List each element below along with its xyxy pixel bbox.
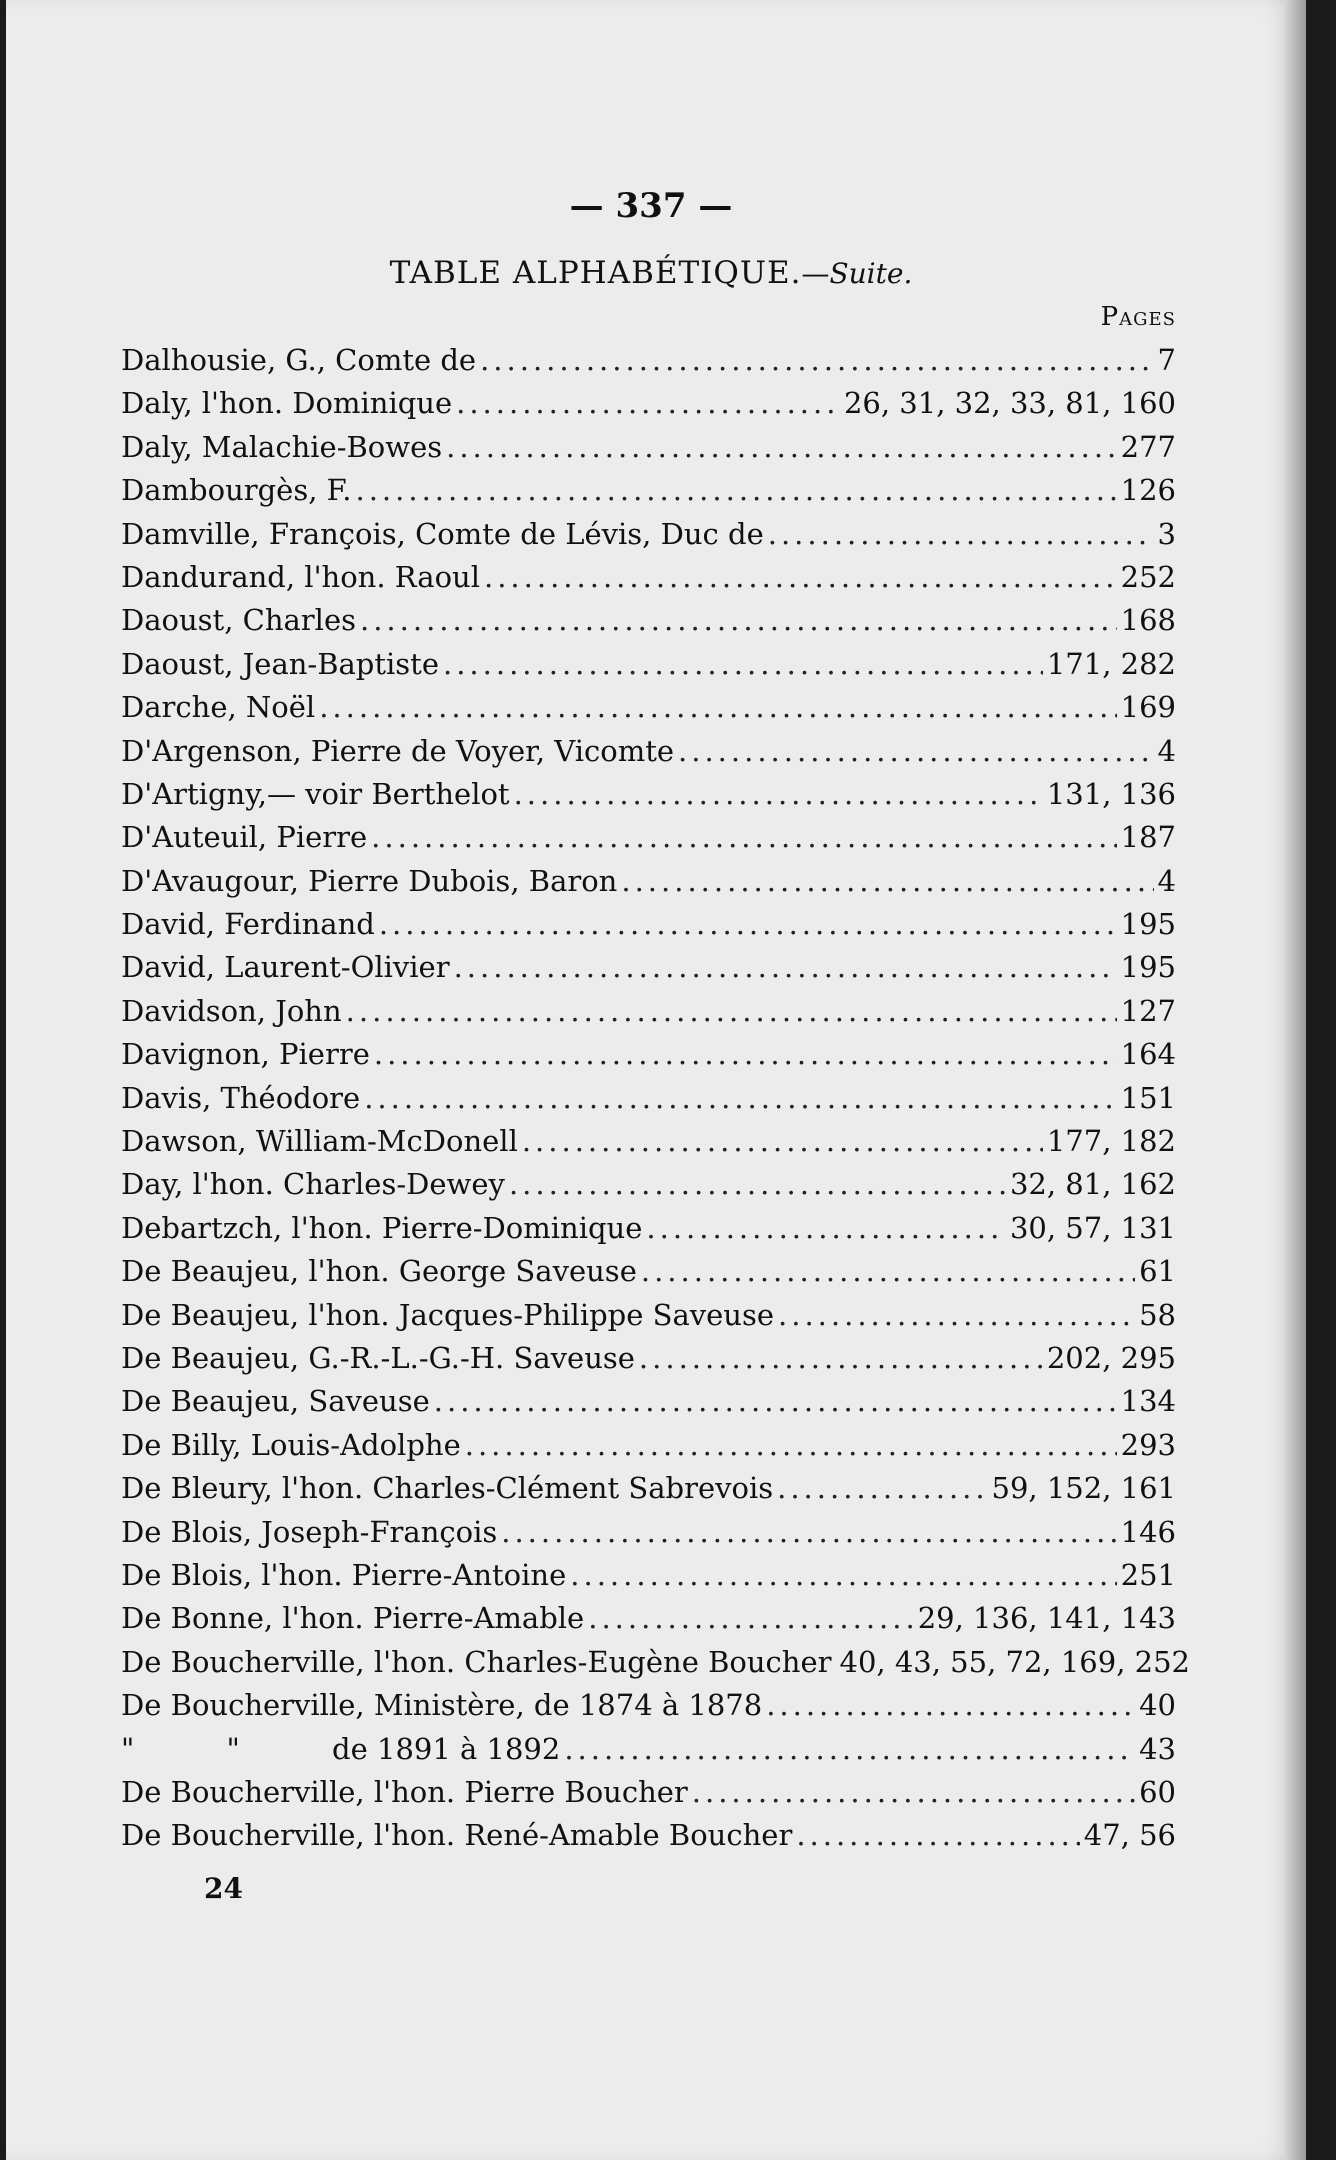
index-entry	[121, 1211, 1176, 1254]
leader-dots	[509, 1167, 1006, 1201]
index-entry	[121, 950, 1176, 993]
page-number: — 337 —	[569, 186, 733, 226]
entry-name: Dawson, William-McDonell	[121, 1124, 518, 1159]
leader-dots	[371, 820, 1116, 854]
signature-mark: 24	[204, 1872, 243, 1905]
entry-name: De Boucherville, l'hon. Charles-Eugène Boucher	[121, 1644, 832, 1679]
leader-dots	[360, 603, 1117, 637]
leader-dots	[646, 1211, 1006, 1245]
entry-name: De Boucherville, l'hon. René-Amable Boucher	[121, 1818, 793, 1853]
entry-name: De Bonne, l'hon. Pierre-Amable	[121, 1601, 585, 1636]
index-entry	[121, 1732, 1176, 1775]
leader-dots	[355, 473, 1116, 507]
index-entry	[121, 560, 1176, 603]
entry-name: De Boucherville, l'hon. Pierre Boucher	[121, 1774, 688, 1809]
entry-pages: 187	[1120, 820, 1176, 855]
leader-dots	[484, 560, 1117, 594]
entry-name: Darche, Noël	[121, 690, 316, 725]
index-entry	[121, 430, 1176, 473]
index-entry	[121, 820, 1176, 863]
entry-name: David, Ferdinand	[121, 907, 375, 942]
entry-pages: 58	[1139, 1297, 1176, 1332]
entry-name: De Beaujeu, G.-R.-L.-G.-H. Saveuse	[121, 1340, 635, 1375]
entry-name: De Blois, Joseph-François	[121, 1514, 498, 1549]
index-entry	[121, 473, 1176, 516]
entry-pages: 164	[1120, 1037, 1176, 1072]
leader-dots	[564, 1732, 1135, 1766]
entry-pages: 195	[1120, 950, 1176, 985]
index-entry	[121, 647, 1176, 690]
entry-pages: 7	[1157, 343, 1176, 377]
entry-name: Daoust, Charles	[121, 603, 356, 638]
index-entry	[121, 734, 1176, 777]
title-suffix: —Suite.	[801, 257, 913, 290]
index-entry	[121, 386, 1176, 429]
entry-name: Day, l'hon. Charles-Dewey	[121, 1167, 505, 1202]
entry-pages: 177, 182	[1046, 1124, 1176, 1159]
entry-name: Dambourgès, F.	[121, 473, 352, 508]
entry-name: Daly, l'hon. Dominique	[121, 386, 453, 421]
entry-pages: 4	[1157, 733, 1176, 768]
leader-dots	[621, 864, 1153, 898]
index-entry	[121, 603, 1176, 646]
index-entry	[121, 994, 1176, 1037]
entry-name: D'Auteuil, Pierre	[121, 820, 368, 855]
entry-name: Dalhousie, G., Comte de	[121, 343, 477, 377]
index-entry	[121, 1818, 1176, 1861]
entry-pages: 195	[1120, 907, 1176, 942]
index-entry	[121, 1341, 1176, 1384]
entry-pages: 40, 43, 55, 72, 169, 252	[839, 1644, 1190, 1679]
entry-pages: 4	[1157, 863, 1176, 898]
entry-name: Debartzch, l'hon. Pierre-Dominique	[121, 1210, 643, 1245]
entry-pages: 60	[1139, 1774, 1176, 1809]
leader-dots	[456, 386, 840, 420]
entry-pages: 151	[1120, 1080, 1176, 1115]
leader-dots	[796, 1818, 1079, 1852]
leader-dots	[641, 1254, 1135, 1288]
leader-dots	[768, 517, 1154, 551]
entry-name: David, Laurent-Olivier	[121, 950, 450, 985]
index-entry	[121, 1644, 1190, 1688]
entry-pages: 26, 31, 32, 33, 81, 160	[843, 386, 1176, 421]
entry-pages: 29, 136, 141, 143	[917, 1601, 1176, 1636]
pages-column-header: Pages	[1100, 302, 1176, 332]
leader-dots	[319, 690, 1116, 724]
entry-name: Daoust, Jean-Baptiste	[121, 646, 439, 681]
index-entry	[121, 1558, 1176, 1601]
index-entry	[121, 1775, 1176, 1818]
leader-dots	[777, 1471, 987, 1505]
entry-pages: 146	[1120, 1514, 1176, 1549]
index-entry	[121, 907, 1176, 950]
page-title	[6, 255, 1296, 291]
index-entry	[121, 1688, 1176, 1731]
leader-dots	[570, 1558, 1116, 1592]
entry-name: De Beaujeu, Saveuse	[121, 1384, 430, 1419]
index-entry	[121, 1167, 1176, 1210]
entry-name: Davis, Théodore	[121, 1080, 361, 1115]
leader-dots	[588, 1601, 913, 1635]
entry-name: De Beaujeu, l'hon. George Saveuse	[121, 1254, 637, 1289]
entry-name: De Billy, Louis-Adolphe	[121, 1427, 461, 1462]
entry-pages: 30, 57, 131	[1009, 1210, 1176, 1245]
index-entry	[121, 343, 1176, 386]
entry-pages: 3	[1157, 516, 1176, 551]
index-entry	[121, 517, 1176, 560]
page-edge-shadow	[1284, 0, 1306, 2160]
leader-dots	[465, 1428, 1117, 1462]
index-entry	[121, 864, 1176, 907]
entry-pages: 251	[1120, 1557, 1176, 1592]
entry-name: Davidson, John	[121, 993, 342, 1028]
leader-dots	[480, 343, 1153, 377]
entry-pages: 47, 56	[1083, 1818, 1176, 1853]
entry-name: De Blois, l'hon. Pierre-Antoine	[121, 1557, 567, 1592]
index-entries	[121, 343, 1190, 1862]
leader-dots	[692, 1775, 1135, 1809]
leader-dots	[374, 1037, 1117, 1071]
entry-name: Dandurand, l'hon. Raoul	[121, 559, 480, 594]
index-entry	[121, 690, 1176, 733]
entry-name: Damville, François, Comte de Lévis, Duc de	[121, 516, 764, 551]
index-entry	[121, 1124, 1176, 1167]
leader-dots	[778, 1298, 1135, 1332]
title-text: TABLE ALPHABÉTIQUE.	[389, 255, 802, 291]
entry-pages: 43	[1139, 1731, 1176, 1766]
entry-pages: 40	[1139, 1688, 1176, 1723]
entry-name: D'Artigny,— voir Berthelot	[121, 776, 510, 811]
entry-pages: 277	[1120, 429, 1176, 464]
leader-dots	[766, 1688, 1135, 1722]
leader-dots	[678, 734, 1154, 768]
entry-pages: 202, 295	[1046, 1340, 1176, 1375]
entry-name: Davignon, Pierre	[121, 1037, 370, 1072]
index-entry	[121, 1428, 1176, 1471]
index-entry	[121, 1081, 1176, 1124]
index-entry	[121, 777, 1176, 820]
leader-dots	[454, 950, 1117, 984]
entry-pages: 131, 136	[1046, 776, 1176, 811]
leader-dots	[434, 1384, 1117, 1418]
leader-dots	[522, 1124, 1043, 1158]
leader-dots	[346, 994, 1117, 1028]
entry-pages: 171, 282	[1046, 646, 1176, 681]
index-entry	[121, 1515, 1176, 1558]
leader-dots	[379, 907, 1117, 941]
entry-pages: 169	[1120, 690, 1176, 725]
entry-pages: 168	[1120, 603, 1176, 638]
entry-pages: 134	[1120, 1384, 1176, 1419]
entry-pages: 252	[1120, 559, 1176, 594]
index-entry	[121, 1298, 1176, 1341]
entry-name: " " de 1891 à 1892	[121, 1731, 561, 1766]
entry-name: De Bleury, l'hon. Charles-Clément Sabrevois	[121, 1471, 774, 1506]
index-entry	[121, 1601, 1176, 1644]
entry-pages: 61	[1139, 1254, 1176, 1289]
entry-name: Daly, Malachie-Bowes	[121, 429, 443, 464]
entry-pages: 32, 81, 162	[1009, 1167, 1176, 1202]
index-entry	[121, 1471, 1176, 1514]
entry-pages: 127	[1120, 993, 1176, 1028]
book-page	[6, 0, 1306, 2160]
entry-name: De Boucherville, Ministère, de 1874 à 1878	[121, 1688, 763, 1723]
entry-name: D'Argenson, Pierre de Voyer, Vicomte	[121, 733, 675, 768]
index-entry	[121, 1037, 1176, 1080]
index-entry	[121, 1384, 1176, 1427]
index-entry	[121, 1254, 1176, 1297]
leader-dots	[639, 1341, 1043, 1375]
entry-pages: 126	[1120, 473, 1176, 508]
leader-dots	[501, 1515, 1116, 1549]
entry-name: De Beaujeu, l'hon. Jacques-Philippe Saveuse	[121, 1297, 775, 1332]
leader-dots	[443, 647, 1043, 681]
entry-pages: 293	[1120, 1427, 1176, 1462]
leader-dots	[446, 430, 1117, 464]
entry-name: D'Avaugour, Pierre Dubois, Baron	[121, 863, 618, 898]
leader-dots	[514, 777, 1043, 811]
entry-pages: 59, 152, 161	[991, 1471, 1176, 1506]
leader-dots	[364, 1081, 1116, 1115]
